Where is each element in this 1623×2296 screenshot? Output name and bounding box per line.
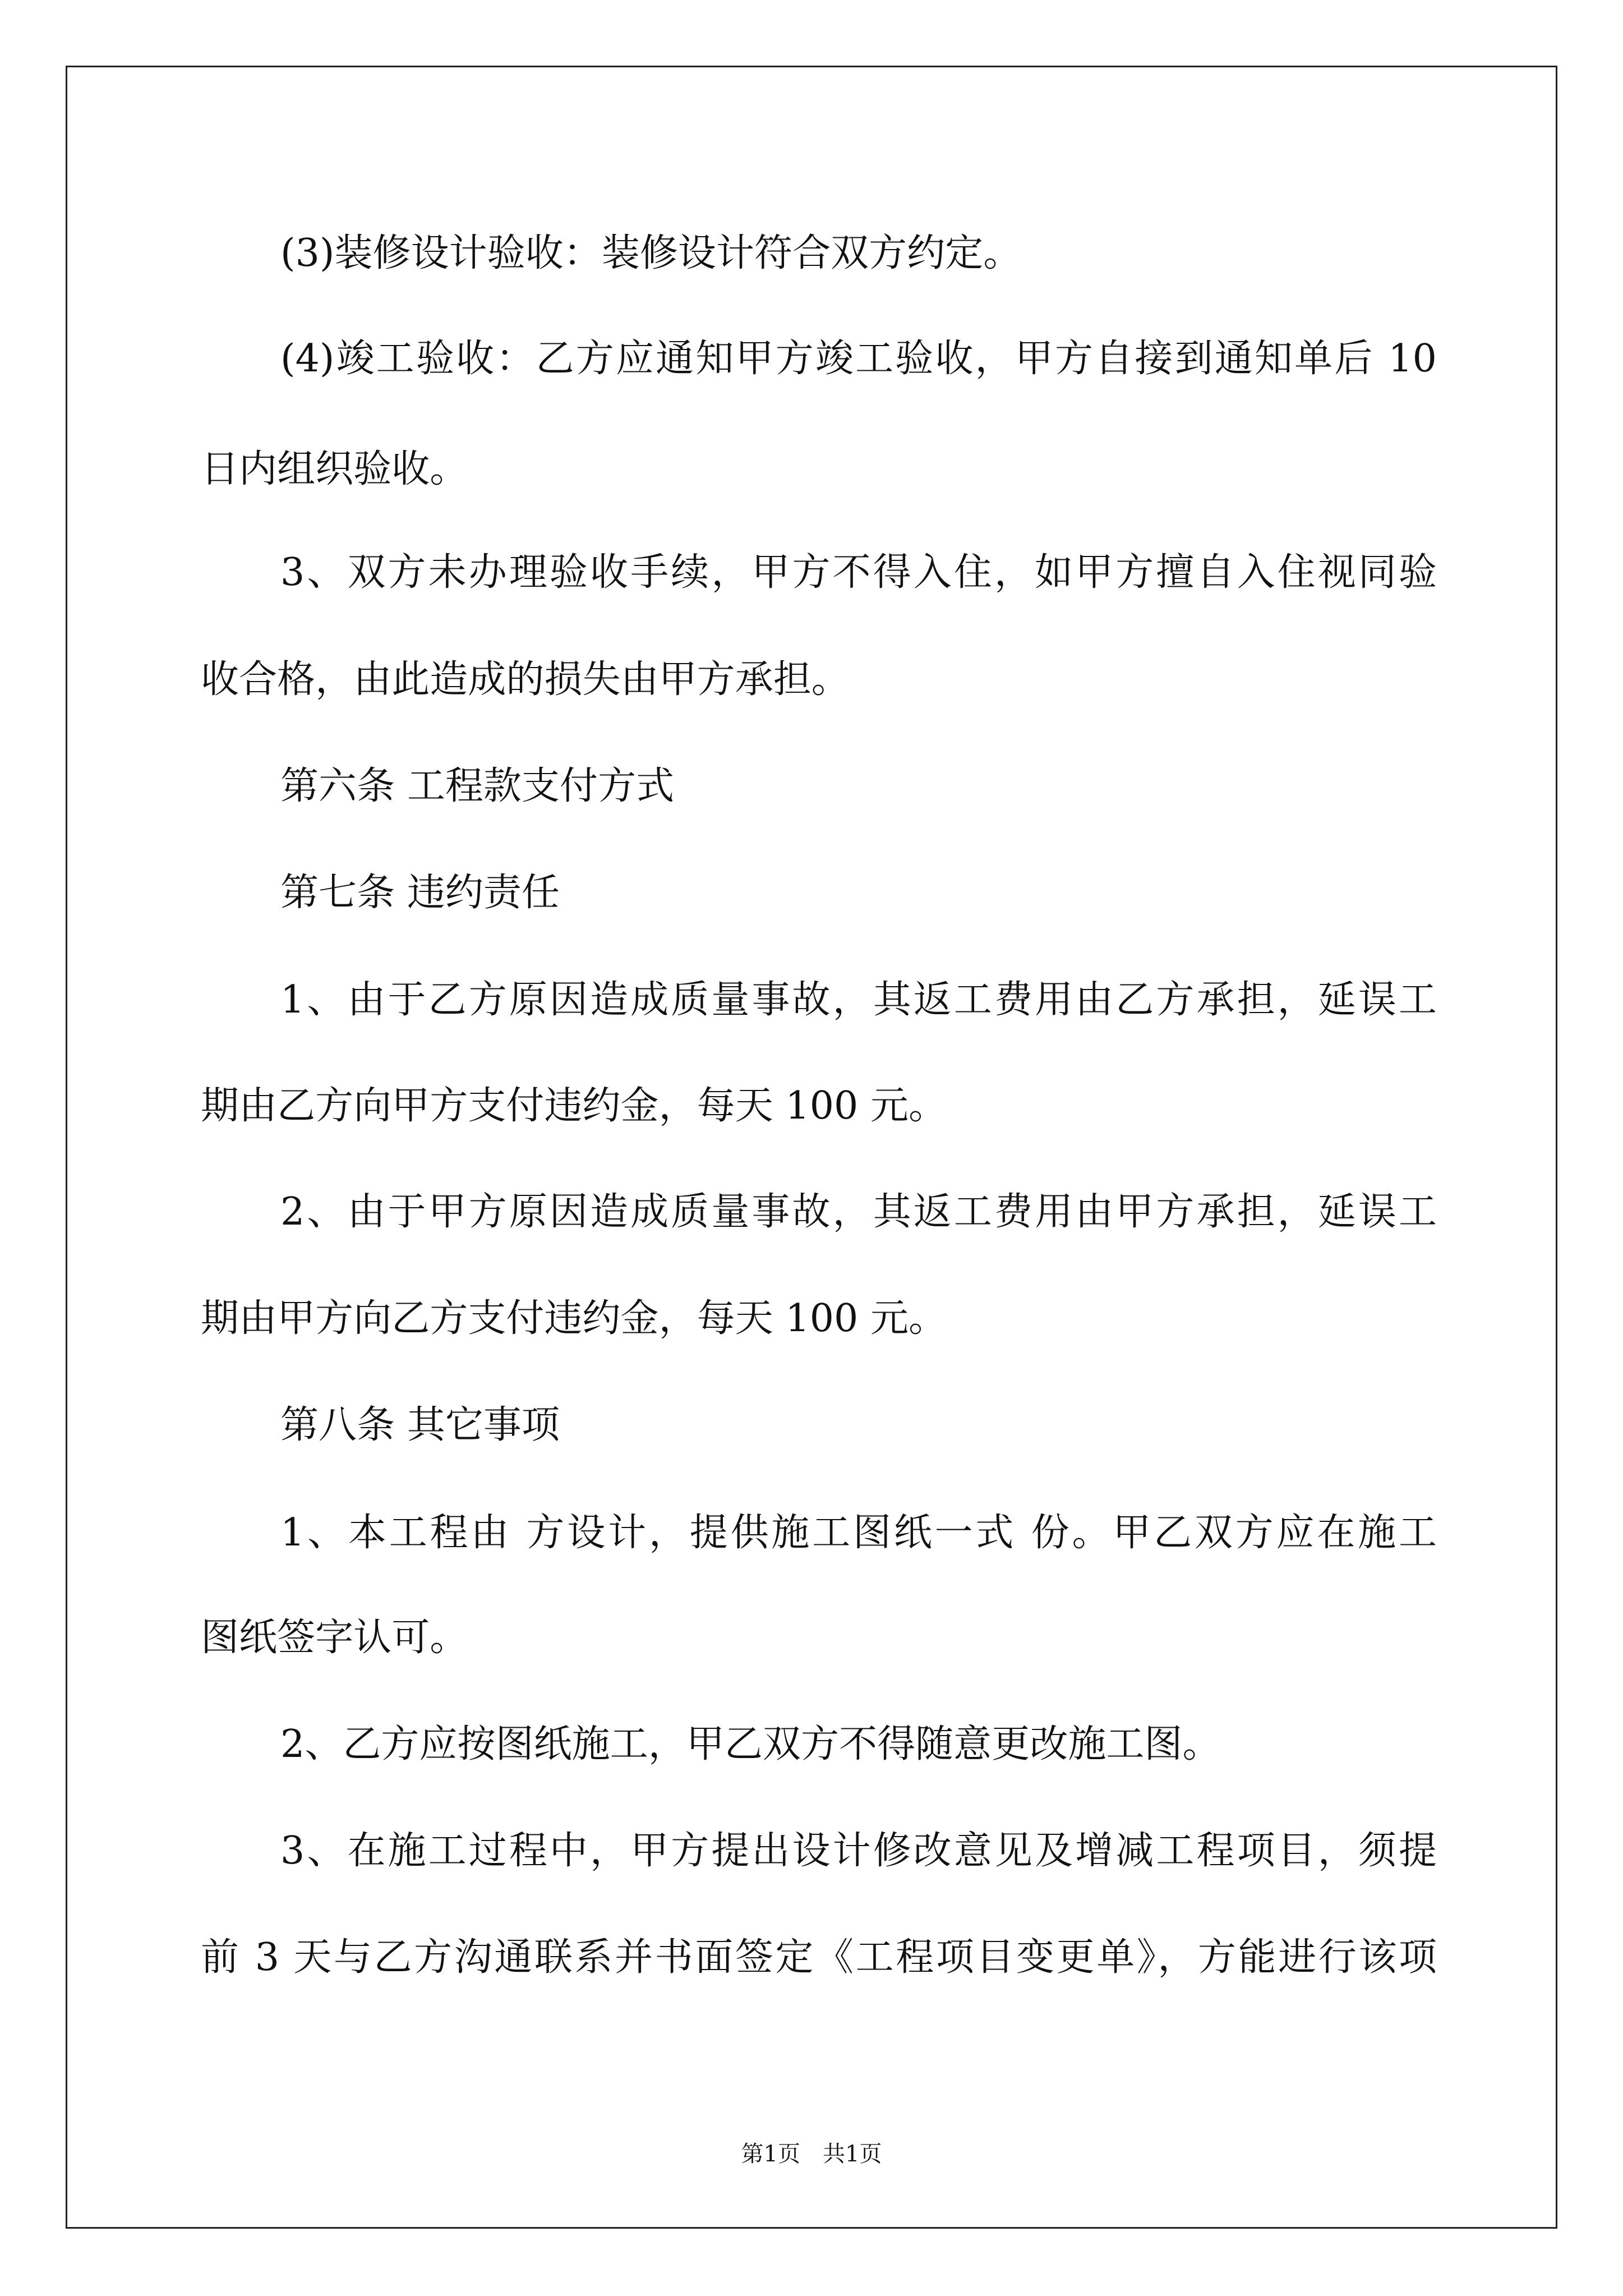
- text-line: 期由乙方向甲方支付违约金，每天 100 元。: [201, 1084, 947, 1128]
- text-line: 2、乙方应按图纸施工，甲乙双方不得随意更改施工图。: [280, 1722, 1221, 1766]
- article-heading: 第八条 其它事项: [280, 1403, 560, 1447]
- text-line: 日内组织验收。: [201, 447, 468, 491]
- article-heading: 第六条 工程款支付方式: [280, 764, 675, 808]
- text-line: 图纸签字认可。: [201, 1616, 468, 1660]
- text-line: (3)装修设计验收：装修设计符合双方约定。: [280, 231, 1022, 275]
- text-line: 收合格，由此造成的损失由甲方承担。: [201, 657, 850, 702]
- text-line: 期由甲方向乙方支付违约金，每天 100 元。: [201, 1296, 947, 1341]
- page-number-footer: 第1页 共1页: [741, 2141, 882, 2167]
- text-line: 1、本工程由 方设计，提供施工图纸一式 份。甲乙双方应在施工: [280, 1511, 1437, 1555]
- text-line: 3、在施工过程中，甲方提出设计修改意见及增减工程项目，须提: [280, 1829, 1437, 1873]
- text-line: 3、双方未办理验收手续，甲方不得入住，如甲方擅自入住视同验: [280, 550, 1437, 595]
- text-line: 前 3 天与乙方沟通联系并书面签定《工程项目变更单》，方能进行该项: [201, 1935, 1437, 1980]
- text-line: 2、由于甲方原因造成质量事故，其返工费用由甲方承担，延误工: [280, 1190, 1437, 1234]
- page-border: [66, 66, 1557, 2229]
- article-heading: 第七条 违约责任: [280, 871, 560, 915]
- text-line: (4)竣工验收：乙方应通知甲方竣工验收，甲方自接到通知单后 10: [280, 337, 1437, 381]
- text-line: 1、由于乙方原因造成质量事故，其返工费用由乙方承担，延误工: [280, 978, 1437, 1022]
